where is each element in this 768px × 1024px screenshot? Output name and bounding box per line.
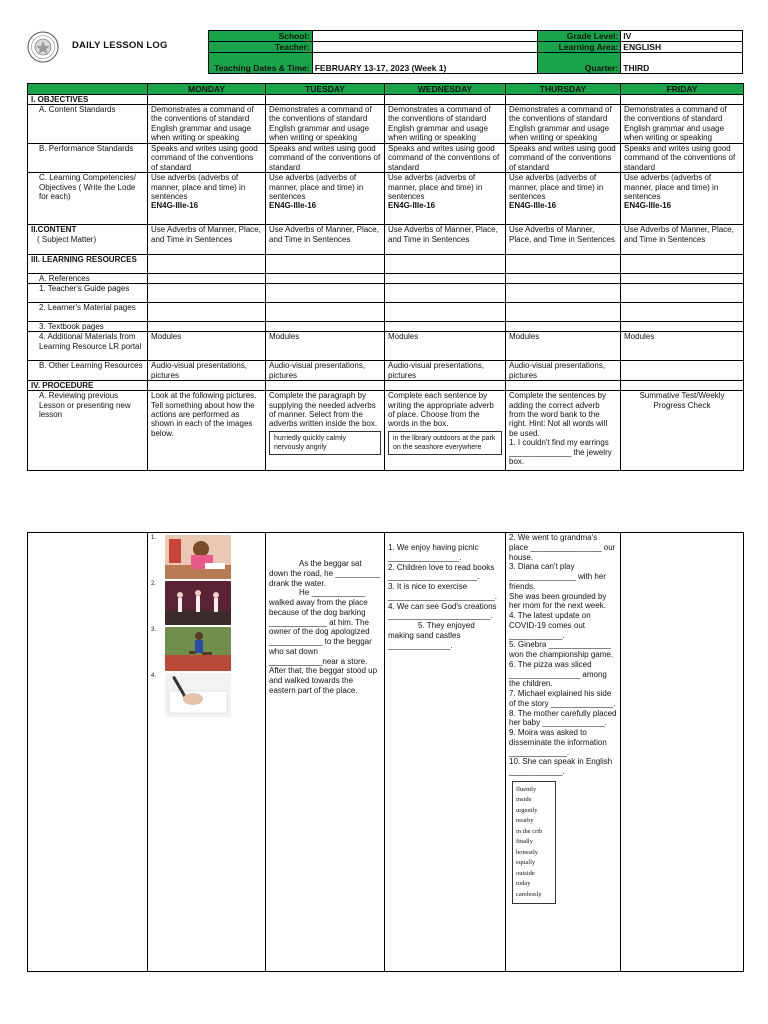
word-bank-item: finally [516,838,533,846]
blank-header-cell [28,84,148,95]
document-title: DAILY LESSON LOG [72,40,168,51]
thursday-item-3b: She was been grounded by her mom for the next week. [509,591,607,611]
textbook-row [28,322,744,332]
performance-wednesday: Speaks and writes using good command of the conventions of standard [385,143,506,172]
grade-level-field[interactable]: IV [621,31,743,42]
word-bank-item: in the crib [516,827,543,835]
performance-monday: Speaks and writes using good command of the conventions of standard [148,143,266,172]
teachers-guide-label: 1. Teacher's Guide pages [39,284,130,294]
other-monday: Audio-visual presentations, pictures [148,361,266,381]
day-header-row [28,84,744,95]
review-label: A. Reviewing previous Lesson or presenting new lesson [39,391,131,419]
other-tuesday: Audio-visual presentations, pictures [266,361,385,381]
tuesday-paragraph-cell [266,533,385,972]
review-thursday: Complete the sentences by adding the correct adverb from the word bank to the right. Hint: Not all words will be used. [509,391,608,438]
competency-code-tuesday: EN4G-IIIe-16 [269,201,317,211]
additional-materials-row [28,332,744,361]
thursday-item-4: 4. The latest update on COVID-19 comes out ____________. [509,611,591,640]
competency-text-friday: Use adverbs (adverbs of manner, place and time) in sentences [624,173,719,201]
content-standards-tuesday: Demonstrates a command of the conventions of standard English grammar and usage when writing or speaking [266,105,385,144]
thursday-item-3: 3. Diana can't play _______________ with her friends. [509,562,606,591]
word-bank-item: equally [516,859,536,867]
picture-number-1: 1. [151,535,157,541]
other-resources-label: B. Other Learning Resources [39,361,143,371]
ballet-dancers-image [165,581,231,625]
thursday-item-2: 2. We went to grandma's place ________________ our house. [509,533,616,562]
teaching-dates-label: Teaching Dates & Time: [209,53,313,74]
content-standards-wednesday: Demonstrates a command of the conventions of standard English grammar and usage when writing or speaking [385,105,506,144]
school-label: School: [209,31,313,42]
content-standards-thursday: Demonstrates a command of the conventions of standard English grammar and usage when writing or speaking [506,105,621,144]
day-tuesday: TUESDAY [266,84,385,95]
tuesday-adverb-box: hurriedly quickly calmly nervously angrily [269,431,381,455]
procedure-row [28,381,744,391]
deped-seal-logo [27,31,59,63]
thursday-item-10: 10. She can speak in English ____________. [509,757,613,776]
other-thursday: Audio-visual presentations, pictures [506,361,621,381]
content-standards-label: A. Content Standards [39,105,116,115]
picture-number-4: 4. [151,673,157,679]
wednesday-item-1: 1. We enjoy having picnic ________________. [388,543,479,562]
thursday-item-6: 6. The pizza was sliced ________________ among the children. [509,659,607,689]
friday-blank-cell [621,533,744,972]
hand-writing-image [165,673,231,717]
day-monday: MONDAY [148,84,266,95]
wednesday-sentences-cell [385,533,506,972]
content-tuesday: Use Adverbs of Manner, Place, and Time in Sentences [266,225,385,255]
content-heading: II.CONTENT [31,225,77,235]
review-thursday-item-1: 1. I couldn't find my earrings ______________ the jewelry box. [509,438,612,467]
additional-tuesday: Modules [266,332,385,361]
learning-area-label: Learning Area: [538,42,621,53]
other-wednesday: Audio-visual presentations, pictures [385,361,506,381]
additional-thursday: Modules [506,332,621,361]
content-standards-row [28,105,744,144]
teaching-dates-field[interactable]: FEBRUARY 13-17, 2023 (Week 1) [312,53,538,74]
competency-text-tuesday: Use adverbs (adverbs of manner, place and time) in sentences [269,173,364,201]
wednesday-item-5: 5. They enjoyed making sand castles ______________. [388,621,475,650]
competency-code-friday: EN4G-IIIe-16 [624,201,672,211]
objectives-heading: I. OBJECTIVES [28,95,148,105]
word-bank-item: nearby [516,817,534,825]
picture-number-2: 2. [151,581,157,587]
quarter-field[interactable]: THIRD [621,53,743,74]
thursday-item-8: 8. The mother carefully placed her baby ______________. [509,708,617,728]
lesson-log-table [27,83,744,471]
school-field[interactable] [312,31,538,42]
content-friday: Use Adverbs of Manner, Place, and Time in Sentences [621,225,744,255]
references-label: A. References [39,274,90,284]
content-standards-monday: Demonstrates a command of the conventions of standard English grammar and usage when writing or speaking [148,105,266,144]
content-monday: Use Adverbs of Manner, Place, and Time in Sentences [148,225,266,255]
word-bank-item: outside [516,869,535,877]
additional-materials-label: 4. Additional Materials from Learning Resource LR portal [39,332,142,351]
blank-label-cell [28,533,148,972]
learners-material-label: 2. Learner's Material pages [39,303,136,313]
learning-area-field[interactable]: ENGLISH [621,42,743,53]
review-wednesday: Complete each sentence by writing the appropriate adverb of place. Choose from the words in the box. [388,391,494,429]
grade-level-label: Grade Level: [538,31,621,42]
picture-number-3: 3. [151,627,157,633]
additional-monday: Modules [148,332,266,361]
day-wednesday: WEDNESDAY [385,84,506,95]
day-thursday: THURSDAY [506,84,621,95]
thursday-item-9: 9. Moira was asked to disseminate the information _____________. [509,728,607,757]
competency-code-wednesday: EN4G-IIIe-16 [388,201,436,211]
competency-text-thursday: Use adverbs (adverbs of manner, place and time) in sentences [509,173,604,201]
performance-tuesday: Speaks and writes using good command of the conventions of standard [266,143,385,172]
additional-wednesday: Modules [385,332,506,361]
girl-writing-image [165,535,231,579]
competency-code-monday: EN4G-IIIe-16 [151,201,199,211]
content-wednesday: Use Adverbs of Manner, Place, and Time in Sentences [385,225,506,255]
beggar-paragraph-2: He ____________ walked away from the place because of the dog barking _____________ at him. The owner of the dog apologized ____________ to the beggar who sat down ____________near a store. After that, the beggar stood up and walked towards the eastern part of the place. [269,588,378,695]
teacher-field[interactable] [312,42,538,53]
learners-material-row [28,303,744,322]
wednesday-item-2: 2. Children love to read books ____________________. [388,562,495,582]
objectives-row [28,95,744,105]
wednesday-item-3: 3. It is nice to exercise ________________________. [388,582,498,601]
teacher-label: Teacher: [209,42,313,53]
learning-resources-heading: III. LEARNING RESOURCES [28,255,148,274]
review-monday: Look at the following pictures. Tell something about how the actions are performed as shown in each of the images below. [148,391,266,471]
other-resources-row [28,361,744,381]
runner-image [165,627,231,671]
procedure-heading: IV. PROCEDURE [28,381,148,391]
thursday-item-5: 5. Ginebra ______________ won the championship game. [509,640,614,659]
lesson-log-continuation-table [27,532,744,972]
quarter-label: Quarter: [538,53,621,74]
monday-pictures-cell [148,533,266,972]
word-bank-item: today [516,880,531,888]
thursday-sentences-cell [506,533,621,972]
word-bank-item: urgently [516,806,538,814]
performance-thursday: Speaks and writes using good command of the conventions of standard [506,143,621,172]
competency-code-thursday: EN4G-IIIe-16 [509,201,557,211]
wednesday-place-box: in the library outdoors at the park on the seashore everywhere [388,431,502,455]
day-friday: FRIDAY [621,84,744,95]
references-row [28,274,744,284]
performance-standards-label: B. Performance Standards [39,143,134,153]
teachers-guide-row [28,284,744,303]
header-info-table [208,30,743,74]
word-bank-item: fluently [516,785,537,793]
performance-friday: Speaks and writes using good command of the conventions of standard [621,143,744,172]
additional-friday: Modules [621,332,744,361]
word-bank-item: carelessly [516,890,542,898]
word-bank-item: inside [516,796,532,804]
textbook-label: 3. Textbook pages [39,322,104,332]
thursday-item-7: 7. Michael explained his side of the story ______________. [509,689,616,708]
performance-standards-row [28,143,744,172]
review-friday: Summative Test/Weekly Progress Check [621,391,744,471]
word-bank-box [512,781,556,905]
competency-text-wednesday: Use adverbs (adverbs of manner, place and time) in sentences [388,173,483,201]
learning-resources-row [28,255,744,274]
competencies-label: C. Learning Competencies/ Objectives ( Write the Lode for each) [39,173,136,201]
competency-text-monday: Use adverbs (adverbs of manner, place and time) in sentences [151,173,246,201]
competencies-row [28,173,744,225]
content-subheading: ( Subject Matter) [37,234,97,244]
word-bank-item: honestly [516,848,539,856]
content-thursday: Use Adverbs of Manner, Place, and Time in Sentences [506,225,621,255]
beggar-paragraph-1: As the beggar sat down the road, he __________ drank the water. [269,559,380,588]
review-row [28,391,744,471]
content-row [28,225,744,255]
review-tuesday: Complete the paragraph by supplying the needed adverbs of manner. Select from the adverbs written inside the box. [269,391,378,429]
wednesday-item-4: 4. We can see God's creations _______________________. [388,601,497,621]
content-standards-friday: Demonstrates a command of the conventions of standard English grammar and usage when writing or speaking [621,105,744,144]
